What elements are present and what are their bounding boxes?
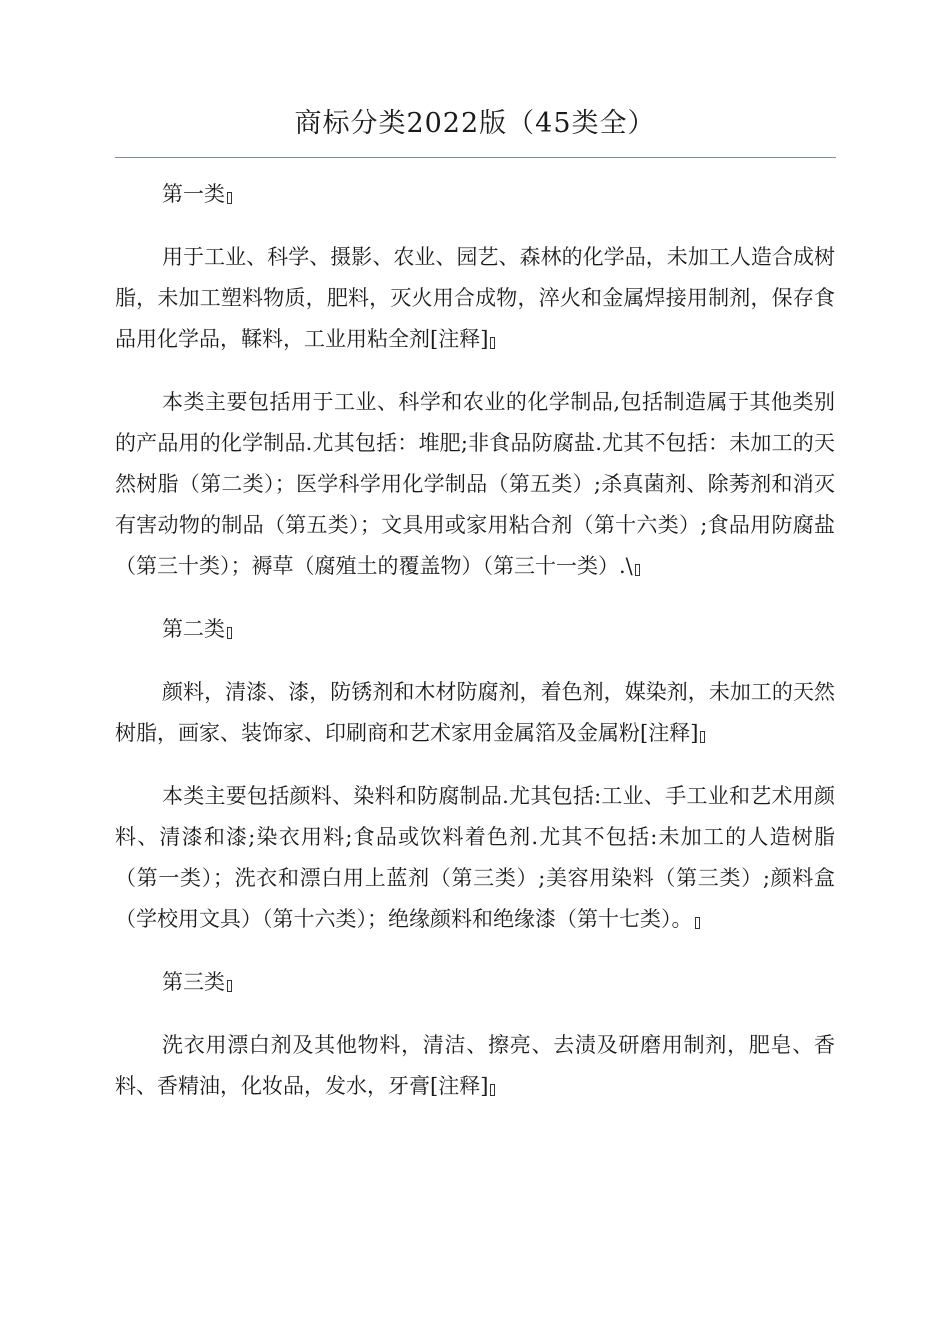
section-heading: 第三类 [115, 962, 835, 1003]
paragraph-mark-icon [227, 192, 232, 204]
section-heading: 第二类 [115, 609, 835, 650]
paragraph-mark-icon [227, 980, 232, 992]
title-divider [115, 157, 836, 158]
document-body [115, 174, 835, 1107]
paragraph-mark-icon [700, 731, 705, 743]
section-summary: 用于工业、科学、摄影、农业、园艺、森林的化学品，未加工人造合成树脂，未加工塑料物质，肥料，灭火用合成物，淬火和金属焊接用制剂，保存食品用化学品，鞣料，工业用粘全剂[注释] [115, 245, 835, 351]
paragraph-mark-icon [490, 337, 495, 349]
section-summary: 颜料，清漆、漆，防锈剂和木材防腐剂，着色剂，媒染剂，未加工的天然树脂，画家、装饰家、印刷商和艺术家用金属箔及金属粉[注释] [115, 680, 835, 745]
paragraph-mark-icon [227, 627, 232, 639]
paragraph-mark-icon [490, 1084, 495, 1096]
section-note: 本类主要包括用于工业、科学和农业的化学制品,包括制造属于其他类别的产品用的化学制品.尤其包括：堆肥;非食品防腐盐.尤其不包括：未加工的天然树脂（第二类）；医学科学用化学制品（第五类）;杀真菌剂、除莠剂和消灭有害动物的制品（第五类）；文具用或家用粘合剂（第十六类）;食品用防腐盐（第三十类）；褥草（腐殖土的覆盖物）（第三十一类）.\ [115, 390, 835, 578]
section-note: 本类主要包括颜料、染料和防腐制品.尤其包括:工业、手工业和艺术用颜料、清漆和漆;染衣用料;食品或饮料着色剂.尤其不包括:未加工的人造树脂（第一类）；洗衣和漂白用上蓝剂（第三类）;美容用染料（第三类）;颜料盒（学校用文具）（第十六类）；绝缘颜料和绝缘漆（第十七类）。 [115, 784, 835, 931]
paragraph-mark-icon [635, 564, 640, 576]
paragraph-mark-icon [695, 917, 700, 929]
section-heading: 第一类 [115, 174, 835, 215]
document-title: 商标分类2022版（45类全） [294, 108, 656, 139]
section-summary: 洗衣用漂白剂及其他物料，清洁、擦亮、去渍及研磨用制剂，肥皂、香料、香精油，化妆品，发水，牙膏[注释] [115, 1033, 835, 1098]
